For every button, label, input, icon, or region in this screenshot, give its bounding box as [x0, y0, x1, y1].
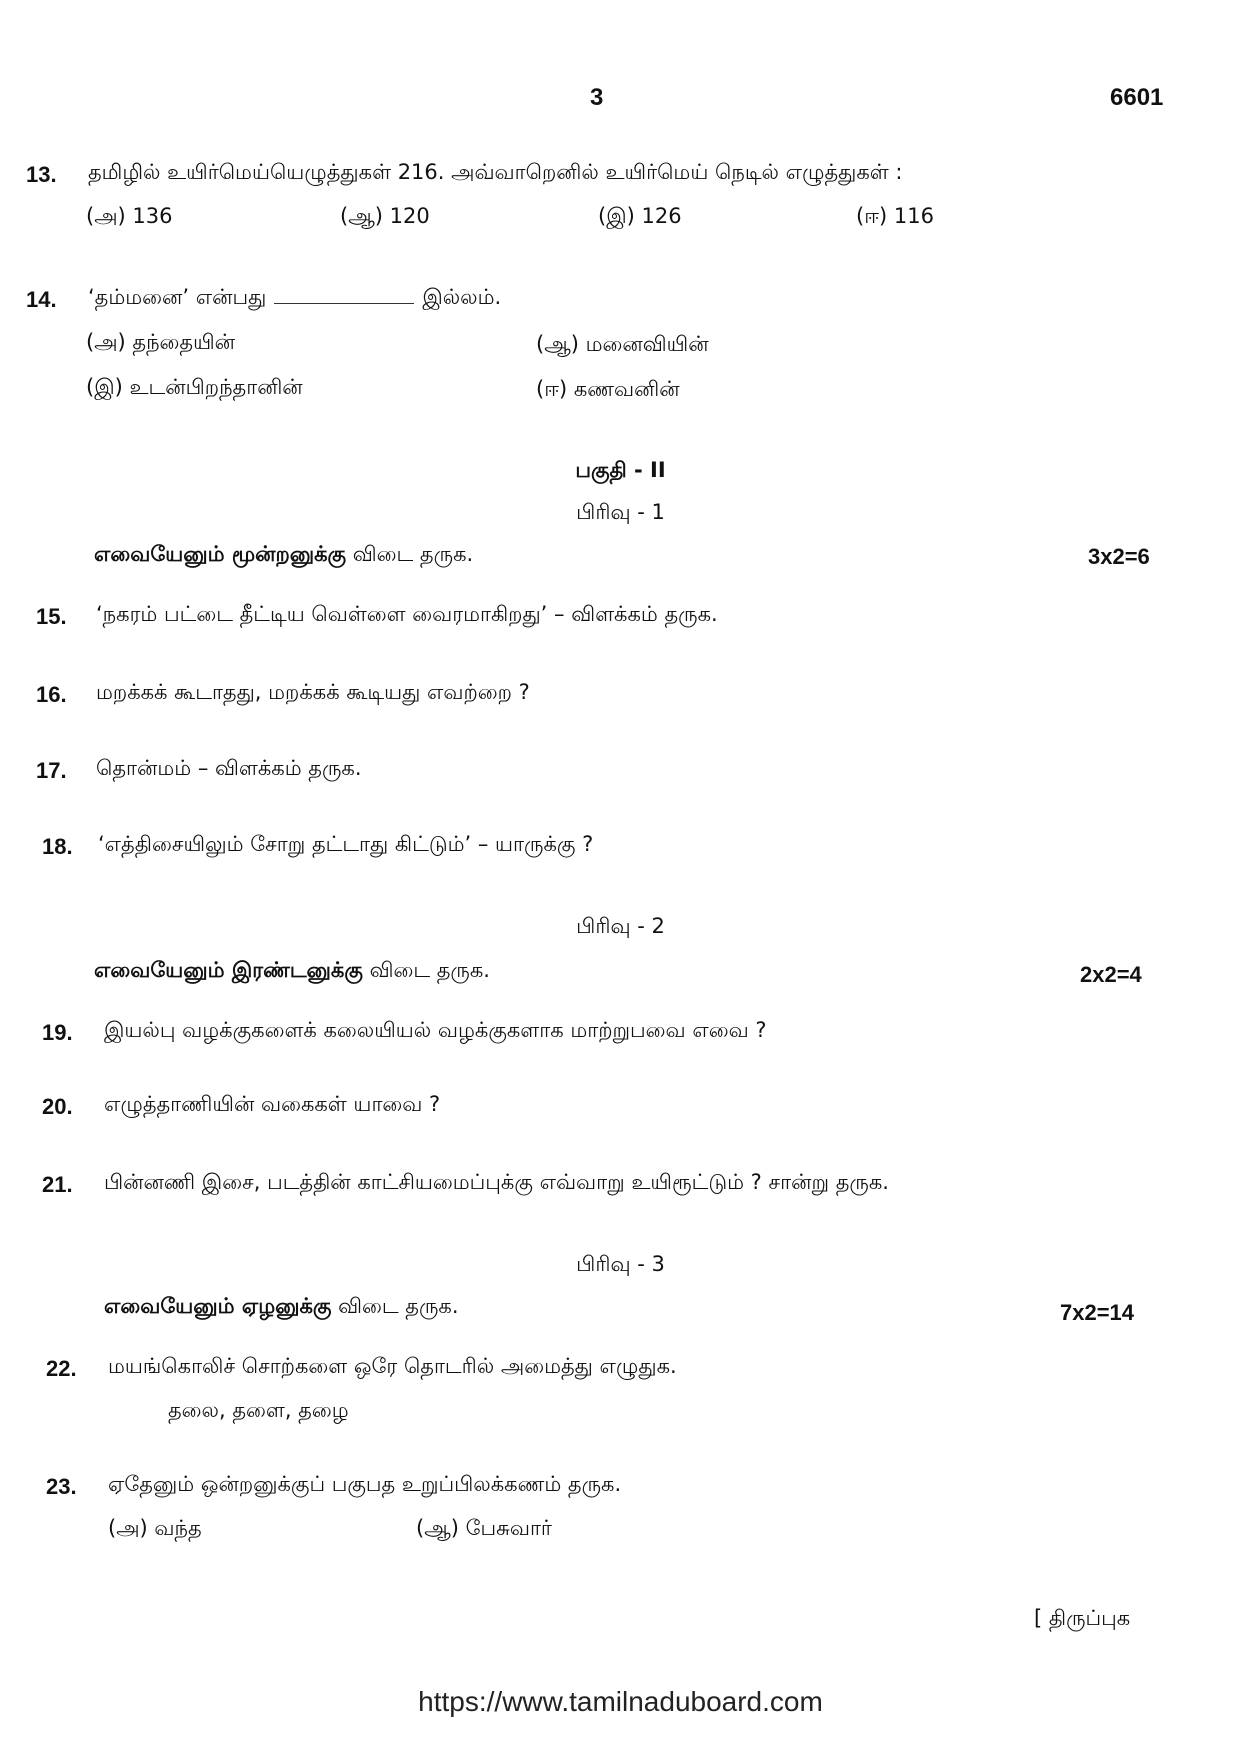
question-text-before: ‘தம்மனை’ என்பது	[88, 285, 267, 309]
question-text: ‘நகரம் பட்டை தீட்டிய வெள்ளை வைரமாகிறது’ – விளக்கம் தருக.	[96, 602, 718, 626]
option-c: (இ) 126	[598, 204, 682, 228]
section-title: பிரிவு - 2	[576, 914, 665, 938]
section-marks: 7x2=14	[1060, 1300, 1135, 1325]
page-number: 3	[590, 84, 604, 111]
option-d: (ஈ) கணவனின்	[536, 377, 680, 401]
section-instruction	[104, 1294, 459, 1321]
part-title: பகுதி - II	[575, 458, 666, 482]
option-b: (ஆ) மனைவியின்	[536, 332, 709, 356]
question-words: தலை, தளை, தழை	[168, 1398, 349, 1422]
section-instruction	[94, 542, 473, 569]
instruction-bold: எவையேனும் மூன்றனுக்கு	[94, 542, 347, 566]
question-number: 13.	[26, 162, 57, 187]
question-number: 22.	[46, 1356, 77, 1381]
option-b: (ஆ) பேசுவார்	[416, 1516, 552, 1540]
section-instruction	[94, 958, 490, 985]
question-text: தொன்மம் – விளக்கம் தருக.	[96, 756, 362, 780]
instruction-rest: விடை தருக.	[352, 542, 474, 566]
section-marks: 3x2=6	[1088, 544, 1150, 569]
section-title: பிரிவு - 3	[576, 1252, 665, 1276]
question-number: 17.	[36, 758, 67, 783]
question-number: 18.	[42, 834, 73, 859]
question-text: தமிழில் உயிர்மெய்யெழுத்துகள் 216. அவ்வாறெனில் உயிர்மெய் நெடில் எழுத்துகள் :	[88, 160, 903, 184]
instruction-rest: விடை தருக.	[369, 958, 490, 982]
question-text: பின்னணி இசை, படத்தின் காட்சியமைப்புக்கு எவ்வாறு உயிரூட்டும் ? சான்று தருக.	[104, 1170, 889, 1194]
question-number: 14.	[26, 287, 57, 312]
question-number: 23.	[46, 1474, 77, 1499]
option-d: (ஈ) 116	[856, 204, 934, 228]
option-c: (இ) உடன்பிறந்தானின்	[86, 375, 303, 399]
section-title: பிரிவு - 1	[576, 500, 665, 524]
question-number: 21.	[42, 1172, 73, 1197]
option-b: (ஆ) 120	[340, 204, 430, 228]
section-marks: 2x2=4	[1080, 962, 1142, 987]
footer-url[interactable]: https://www.tamilnaduboard.com	[418, 1686, 823, 1717]
question-text: இயல்பு வழக்குகளைக் கலையியல் வழக்குகளாக மாற்றுபவை எவை ?	[104, 1018, 767, 1042]
question-text: எழுத்தாணியின் வகைகள் யாவை ?	[104, 1092, 441, 1116]
question-number: 16.	[36, 682, 67, 707]
question-text: மயங்கொலிச் சொற்களை ஒரே தொடரில் அமைத்து எழுதுக.	[108, 1354, 677, 1378]
paper-code: 6601	[1110, 84, 1164, 111]
instruction-bold: எவையேனும் ஏழனுக்கு	[104, 1294, 332, 1318]
question-text	[88, 285, 501, 312]
instruction-rest: விடை தருக.	[338, 1294, 459, 1318]
option-a: (அ) வந்த	[108, 1516, 202, 1540]
instruction-bold: எவையேனும் இரண்டனுக்கு	[94, 958, 363, 982]
question-text: ஏதேனும் ஒன்றனுக்குப் பகுபத உறுப்பிலக்கணம் தருக.	[108, 1472, 622, 1496]
option-a: (அ) தந்தையின்	[86, 330, 236, 354]
question-number: 15.	[36, 604, 67, 629]
question-number: 19.	[42, 1020, 73, 1045]
turn-over-note: [ திருப்புக	[1034, 1606, 1131, 1630]
question-number: 20.	[42, 1094, 73, 1119]
question-text-after: இல்லம்.	[422, 285, 502, 309]
question-text: மறக்கக் கூடாதது, மறக்கக் கூடியது எவற்றை ?	[96, 680, 530, 704]
question-text: ‘எத்திசையிலும் சோறு தட்டாது கிட்டும்’ – யாருக்கு ?	[98, 832, 594, 856]
fill-blank	[274, 285, 414, 304]
option-a: (அ) 136	[86, 204, 173, 228]
